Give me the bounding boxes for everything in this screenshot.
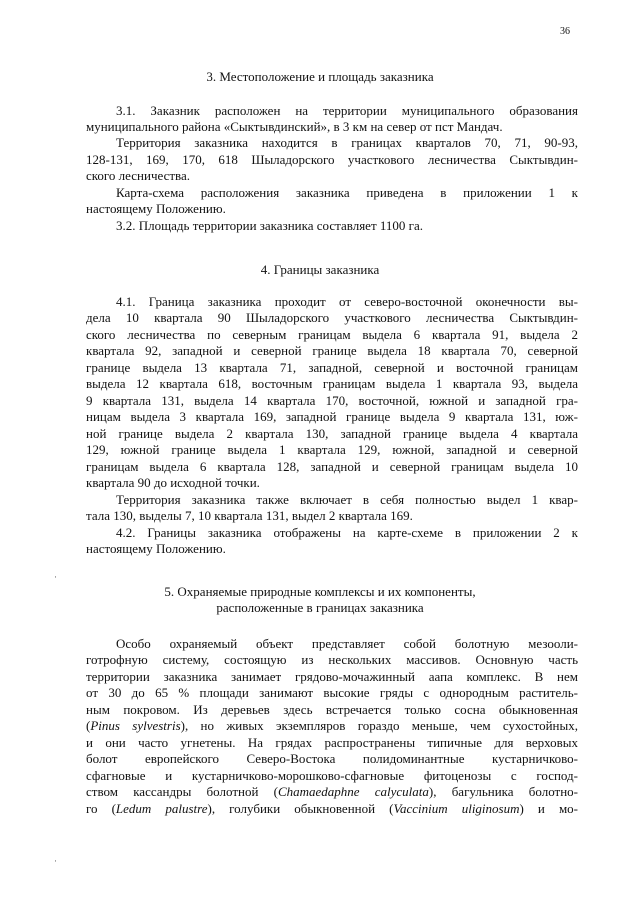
paragraph-line: Карта-схема расположения заказника приведена в приложении 1 к xyxy=(116,185,578,200)
paragraph-line: тала 130, выделы 7, 10 квартала 131, выдел 2 квартала 169. xyxy=(86,508,413,523)
paragraph-line: 9 квартала 131, выдела 14 квартала 170, восточной, южной и западной гра- xyxy=(86,393,578,408)
paragraph-line: квартала 92, западной и северной границе выдела 18 квартала 70, северной xyxy=(86,343,578,358)
paragraph-line: сфагновые и кустарничково-морошково-сфагновые фитоценозы с господ- xyxy=(86,768,578,783)
paragraph-line: ницам выдела 3 квартала 169, западной границе выдела 9 квартала 131, юж- xyxy=(86,409,578,424)
paragraph-line: и они часто угнетены. На грядах распространены типичные для верховых xyxy=(86,735,578,750)
paragraph-line: болот европейского Северо-Востока полидоминантные кустарничково- xyxy=(86,751,578,766)
paragraph-line: квартала 90 до исходной точки. xyxy=(86,475,260,490)
paragraph-line: (Pinus sylvestris), но живых экземпляров гораздо меньше, чем сухостойных, xyxy=(86,718,578,733)
species-name: Ledum palustre xyxy=(115,801,208,816)
page-number: 36 xyxy=(560,26,570,37)
paragraph-line: границе выдела 13 квартала 71, западной, северной и восточной границам xyxy=(86,360,578,375)
paragraph-line: муниципального района «Сыктывдинский», в 3 км на север от пст Мандач. xyxy=(86,119,503,134)
paragraph-line: 129, южной границе выдела 1 квартала 129, южной, западной и северной xyxy=(86,442,578,457)
paragraph-line: 3.2. Площадь территории заказника составляет 1100 га. xyxy=(116,218,423,233)
paragraph-line: 3.1. Заказник расположен на территории муниципального образования xyxy=(116,103,578,118)
section-5-heading: 5. Охраняемые природные комплексы и их компоненты, xyxy=(164,584,476,599)
section-4-heading: 4. Границы заказника xyxy=(260,262,380,277)
section-3-heading: 3. Местоположение и площадь заказника xyxy=(206,69,434,84)
species-name: Vaccinium uliginosum xyxy=(393,801,520,816)
paragraph-line: ского лесничества. xyxy=(86,168,191,183)
paragraph-line: территории заказника занимает грядово-мочажинный аапа комплекс. В нем xyxy=(86,669,578,684)
paragraph-line: ского лесничества по северным границам выдела 6 квартала 91, выдела 2 xyxy=(86,327,578,342)
paragraph-line: 4.2. Границы заказника отображены на карте-схеме в приложении 2 к xyxy=(116,525,578,540)
scan-speck: · xyxy=(54,856,57,866)
paragraph-line: 4.1. Граница заказника проходит от северо-восточной оконечности вы- xyxy=(116,294,578,309)
paragraph-line: ным покровом. Из деревьев здесь встречается только сосна обыкновенная xyxy=(86,702,578,717)
paragraph-line: границам выдела 6 квартала 128, западной и северной границам выдела 10 xyxy=(86,459,578,474)
paragraph-line: Территория заказника также включает в себя полностью выдел 1 квар- xyxy=(116,492,578,507)
section-5-heading-cont: расположенные в границах заказника xyxy=(216,600,424,615)
paragraph-line: настоящему Положению. xyxy=(86,201,226,216)
paragraph-line: ной границе выдела 2 квартала 130, западной границе выдела 4 квартала xyxy=(86,426,578,441)
species-name: Chamaedaphne calyculata xyxy=(277,784,429,799)
paragraph-line: 128-131, 169, 170, 618 Шыладорского участкового лесничества Сыктывдин- xyxy=(86,152,578,167)
paragraph-line: го (Ledum palustre), голубики обыкновенной (Vaccinium uliginosum) и мо- xyxy=(86,801,578,816)
paragraph-line: настоящему Положению. xyxy=(86,541,226,556)
scan-speck: · xyxy=(54,572,57,582)
paragraph-line: от 30 до 65 % площади занимают высокие гряды с однородным раститель- xyxy=(86,685,578,700)
paragraph-line: готрофную систему, состоящую из нескольких массивов. Основную часть xyxy=(86,652,578,667)
paragraph-line: выдела 12 квартала 618, восточным границам выдела 1 квартала 93, выдела xyxy=(86,376,578,391)
paragraph-line: Особо охраняемый объект представляет собой болотную мезооли- xyxy=(116,636,578,651)
species-name: Pinus sylvestris xyxy=(90,718,181,733)
paragraph-line: Территория заказника находится в границах кварталов 70, 71, 90-93, xyxy=(116,135,578,150)
paragraph-line: дела 10 квартала 90 Шыладорского участкового лесничества Сыктывдин- xyxy=(86,310,578,325)
paragraph-line: ством кассандры болотной (Chamaedaphne calyculata), багульника болотно- xyxy=(86,784,578,799)
